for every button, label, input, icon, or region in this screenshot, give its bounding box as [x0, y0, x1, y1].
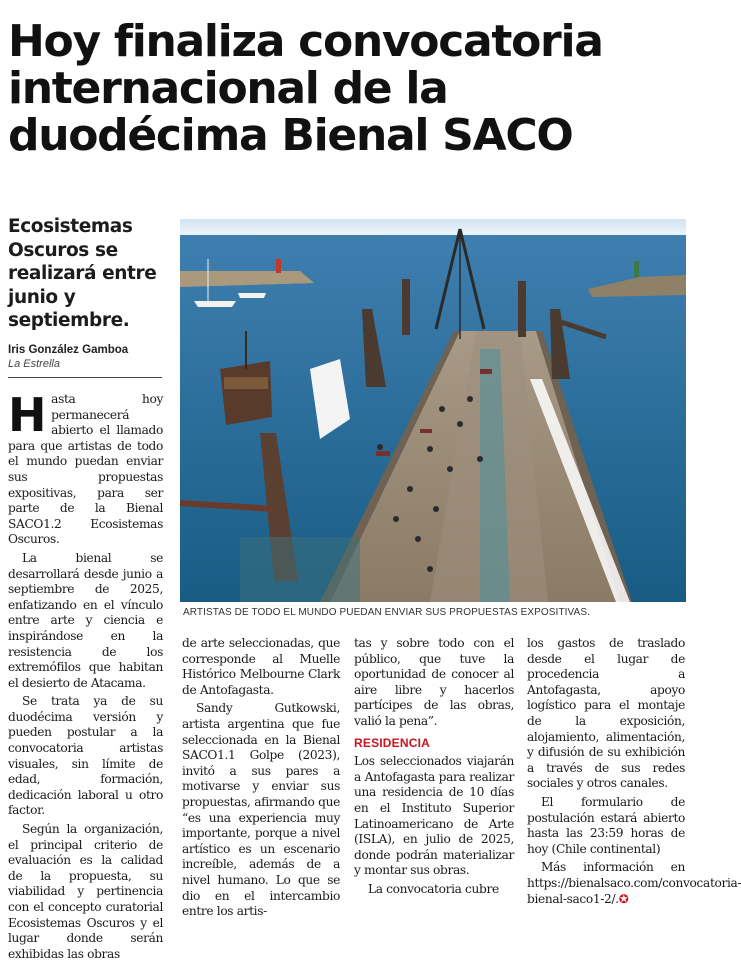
body-column-1: [8, 388, 163, 962]
body-paragraph: La bienal se desarrollará desde junio a septiembre de 2025, enfatizando en el vínculo entre arte y ciencia e inspirándose en la resistencia de los extremófilos que habitan el desierto de Atacama.: [8, 550, 163, 690]
author-name: Iris González Gamboa: [8, 344, 129, 356]
end-mark-icon: ✪: [618, 891, 629, 906]
body-column-3: [354, 636, 514, 898]
body-paragraph: Según la organización, el principal criterio de evaluación es la calidad de la propuesta, su viabilidad y pertinencia con el concepto curatorial Ecosistemas Oscuros y el lugar donde serán exhibidas las obras: [8, 822, 163, 961]
body-column-2: [182, 636, 340, 920]
body-column-4: [527, 636, 741, 907]
body-paragraph: El formulario de postulación estará abierto hasta las 23:59 horas de hoy (Chile continental): [527, 794, 685, 856]
drop-cap: H: [8, 388, 47, 442]
body-paragraph: tas y sobre todo con el público, que tuve la oportunidad de conocer al aire libre y hacerlos partícipes de las obras, valió la pena”.: [354, 636, 514, 728]
section-heading: RESIDENCIA: [354, 735, 431, 750]
body-paragraph: los gastos de traslado desde el lugar de procedencia a Antofagasta, apoyo logístico para el montaje de la exposición, alojamiento, alimentación, y difusión de su exhibición a través de sus redes sociales y otros canales.: [527, 636, 685, 791]
article-headline: Hoy finaliza convocatoria internacional de la duodécima Bienal SACO: [8, 16, 603, 161]
body-paragraph: La convocatoria cubre: [368, 881, 499, 896]
pier-photo: [180, 219, 686, 602]
photo-caption: ARTISTAS DE TODO EL MUNDO PUEDAN ENVIAR SUS PROPUESTAS EXPOSITIVAS.: [183, 607, 590, 618]
article-subhead: Ecosistemas Oscuros se realizará entre junio y septiembre.: [8, 216, 157, 331]
body-paragraph: Los seleccionados viajarán a Antofagasta para realizar una residencia de 10 días en el Instituto Superior Latinoamericano de Arte (ISLA), en julio de 2025, donde podrán materializar y montar sus obras.: [354, 754, 514, 878]
body-paragraph: Sandy Gutkowski, artista argentina que fue seleccionada en la Bienal SACO1.1 Golpe (2023), invitó a sus pares a motivarse y enviar sus propuestas, afirmando que “es una experiencia muy importante, porque a nivel artístico es un escenario increíble, además de a nivel humano. Lo que se dio en el intercambio entre los artis-: [182, 701, 340, 919]
body-paragraph: Se trata ya de su duodécima versión y pueden postular a la convocatoria artistas visuales, sin límite de edad, formación, dedicación laboral u otro factor.: [8, 694, 163, 818]
body-paragraph: de arte seleccionadas, que corresponde al Muelle Histórico Melbourne Clark de Antofagasta.: [182, 636, 340, 697]
lead-paragraph: Hasta hoy permanecerá abierto el llamado para que artistas de todo el mundo puedan enviar sus propuestas expositivas, para ser parte de la Bienal SACO1.2 Ecosistemas Oscuros.: [8, 388, 163, 547]
author-source: La Estrella: [8, 358, 60, 370]
body-paragraph: Más información en https://bienalsaco.com/convocatoria-bienal-saco1-2/.✪: [527, 860, 741, 906]
byline-divider: [8, 377, 162, 378]
